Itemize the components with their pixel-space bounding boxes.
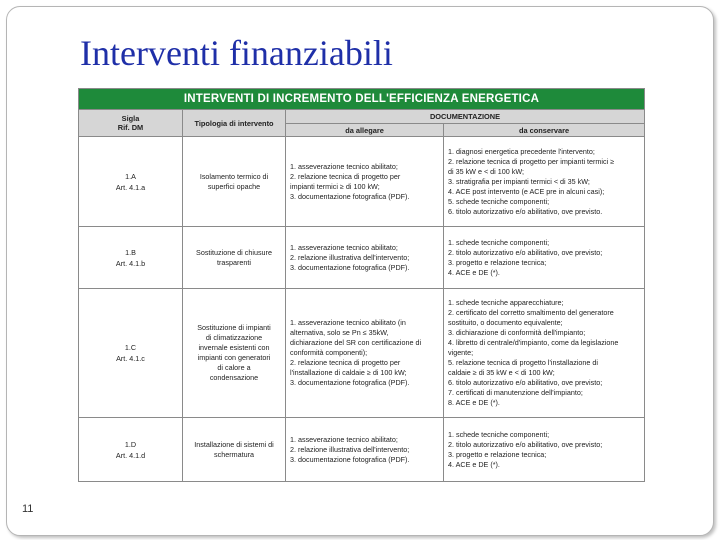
allegare-line: conformità componenti);: [290, 348, 368, 357]
tipologia-line: superfici opache: [207, 181, 261, 191]
cell-sigla: [79, 227, 183, 289]
conservare-line: 2. titolo autorizzativo e/o abilitativo, ove previsto;: [448, 439, 603, 449]
tipologia-line: Sostituzione di impianti: [197, 323, 271, 332]
tipologia-line: Installazione di sistemi di: [194, 439, 274, 449]
conservare-line: 3. progetto e relazione tecnica;: [448, 257, 547, 267]
tipologia-line: Isolamento termico di: [199, 171, 269, 181]
sigla-code: 1.B: [125, 247, 136, 257]
table-body: [79, 137, 645, 482]
header-tipologia: Tipologia di intervento: [183, 110, 286, 137]
cell-sigla: [79, 137, 183, 227]
table-row: [79, 137, 645, 227]
allegare-line: impianti termici ≥ di 100 kW;: [290, 181, 380, 191]
slide-title: Interventi finanziabili: [80, 33, 393, 73]
allegare-line: 2. relazione tecnica di progetto per: [290, 358, 401, 367]
conservare-line: di 35 kW e < di 100 kW;: [448, 166, 524, 176]
cell-da-conservare: [444, 289, 645, 418]
cell-tipologia: [183, 418, 286, 482]
conservare-line: 2. certificato del corretto smaltimento del generatore: [448, 308, 614, 317]
allegare-line: 3. documentazione fotografica (PDF).: [290, 191, 410, 201]
tipologia-line: impianti con generatori: [197, 353, 271, 362]
conservare-line: 4. libretto di centrale/d'impianto, come da legislazione: [448, 338, 619, 347]
conservare-line: 2. relazione tecnica di progetto per impianti termici ≥: [448, 156, 615, 166]
cell-sigla: [79, 418, 183, 482]
cell-tipologia: [183, 289, 286, 418]
conservare-line: 1. schede tecniche componenti;: [448, 237, 550, 247]
tipologia-line: trasparenti: [217, 257, 251, 267]
header-sigla: [79, 110, 183, 137]
conservare-line: 6. titolo autorizzativo e/o abilitativo, ove previsto;: [448, 378, 603, 387]
rif-dm: Art. 4.1.c: [116, 354, 145, 363]
conservare-line: 4. ACE e DE (*).: [448, 459, 500, 469]
conservare-line: 4. ACE e DE (*).: [448, 267, 500, 277]
incentives-table: [78, 88, 645, 482]
conservare-line: sostituito, o documento equivalente;: [448, 318, 563, 327]
header-rif-label: Rif. DM: [117, 123, 144, 132]
cell-da-allegare: [286, 418, 444, 482]
table-banner: INTERVENTI DI INCREMENTO DELL'EFFICIENZA ENERGETICA: [79, 89, 645, 110]
sigla-code: 1.C: [124, 343, 137, 352]
conservare-line: 6. titolo autorizzativo e/o abilitativo, ove previsto.: [448, 206, 603, 216]
conservare-line: vigente;: [448, 348, 474, 357]
tipologia-line: condensazione: [209, 373, 259, 382]
allegare-line: 1. asseverazione tecnico abilitato;: [290, 434, 398, 444]
conservare-line: 2. titolo autorizzativo e/o abilitativo, ove previsto;: [448, 247, 603, 257]
table-row: [79, 418, 645, 482]
conservare-line: 1. schede tecniche apparecchiature;: [448, 298, 564, 307]
conservare-line: 5. schede tecniche componenti;: [448, 196, 550, 206]
allegare-line: 2. relazione tecnica di progetto per: [290, 171, 401, 181]
conservare-line: 7. certificati di manutenzione dell'impianto;: [448, 388, 583, 397]
allegare-line: alternativa, solo se Pn ≤ 35kW,: [290, 328, 389, 337]
sigla-code: 1.D: [124, 439, 137, 449]
tipologia-line: invernale esistenti con: [198, 343, 270, 352]
conservare-line: 3. stratigrafia per impianti termici < di 35 kW;: [448, 176, 590, 186]
incentives-table-image: [78, 88, 644, 492]
allegare-line: 1. asseverazione tecnico abilitato;: [290, 161, 398, 171]
allegare-line: 1. asseverazione tecnico abilitato;: [290, 242, 398, 252]
table-row: [79, 289, 645, 418]
allegare-line: 3. documentazione fotografica (PDF).: [290, 378, 410, 387]
header-documentazione: DOCUMENTAZIONE: [286, 110, 645, 124]
cell-sigla: [79, 289, 183, 418]
tipologia-line: di climatizzazione: [205, 333, 263, 342]
rif-dm: Art. 4.1.b: [115, 258, 146, 268]
sigla-code: 1.A: [125, 171, 136, 181]
cell-tipologia: [183, 227, 286, 289]
rif-dm: Art. 4.1.a: [115, 182, 146, 192]
conservare-line: 5. relazione tecnica di progetto l'installazione di: [448, 358, 599, 367]
tipologia-line: di calore a: [217, 363, 251, 372]
conservare-line: 8. ACE e DE (*).: [448, 398, 500, 407]
cell-da-allegare: [286, 227, 444, 289]
conservare-line: 3. progetto e relazione tecnica;: [448, 449, 547, 459]
page-number: 11: [22, 503, 34, 515]
header-da-conservare: da conservare: [444, 124, 645, 137]
cell-da-conservare: [444, 137, 645, 227]
conservare-line: caldaie ≥ di 35 kW e < di 100 kW;: [448, 368, 555, 377]
cell-da-allegare: [286, 289, 444, 418]
allegare-line: dichiarazione del SR con certificazione di: [290, 338, 422, 347]
cell-da-conservare: [444, 227, 645, 289]
header-da-allegare: da allegare: [286, 124, 444, 137]
allegare-line: l'installazione di caldaie ≥ di 100 kW;: [290, 368, 407, 377]
header-sigla-label: Sigla: [121, 114, 140, 123]
cell-da-conservare: [444, 418, 645, 482]
conservare-line: 1. diagnosi energetica precedente l'intervento;: [448, 146, 595, 156]
tipologia-line: schermatura: [214, 449, 254, 459]
cell-tipologia: [183, 137, 286, 227]
table-row: [79, 227, 645, 289]
tipologia-line: Sostituzione di chiusure: [196, 247, 272, 257]
conservare-line: 1. schede tecniche componenti;: [448, 429, 550, 439]
cell-da-allegare: [286, 137, 444, 227]
allegare-line: 2. relazione illustrativa dell'intervento;: [290, 444, 410, 454]
conservare-line: 4. ACE post intervento (e ACE pre in alcuni casi);: [448, 186, 605, 196]
allegare-line: 2. relazione illustrativa dell'intervento;: [290, 252, 410, 262]
conservare-line: 3. dichiarazione di conformità dell'impianto;: [448, 328, 586, 337]
allegare-line: 1. asseverazione tecnico abilitato (in: [290, 318, 406, 327]
rif-dm: Art. 4.1.d: [115, 450, 146, 460]
allegare-line: 3. documentazione fotografica (PDF).: [290, 262, 410, 272]
allegare-line: 3. documentazione fotografica (PDF).: [290, 454, 410, 464]
